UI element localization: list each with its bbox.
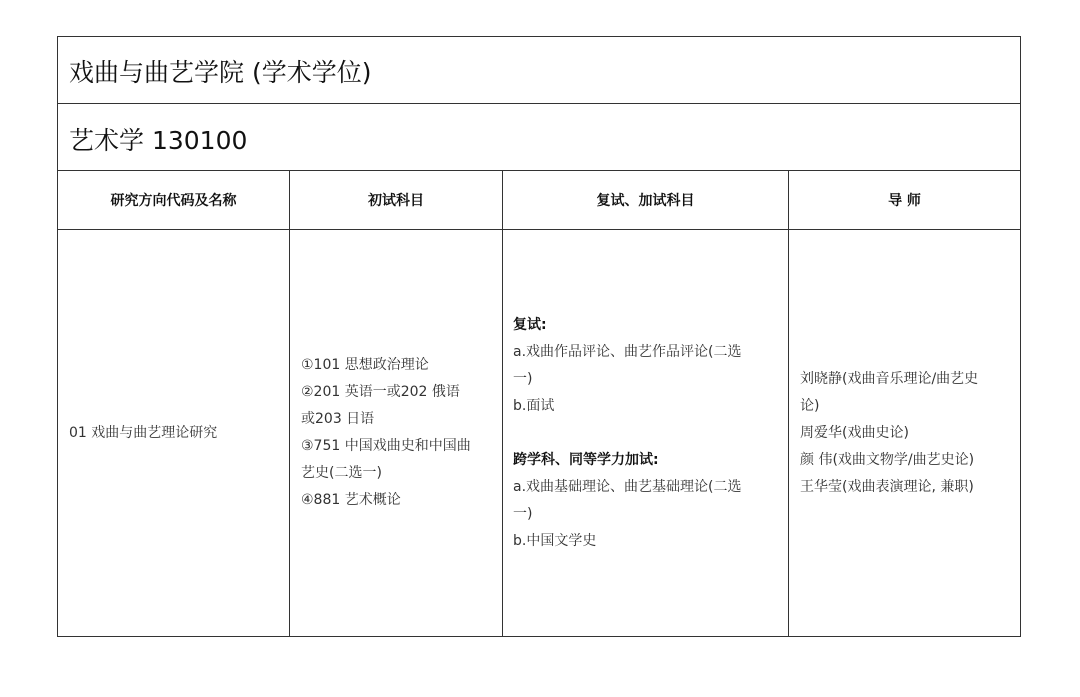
header-retest: 复试、加试科目 xyxy=(503,171,788,230)
subject-title: 艺术学 130100 xyxy=(69,126,248,155)
initial-exam-cell xyxy=(301,230,497,636)
header-direction: 研究方向代码及名称 xyxy=(58,171,289,230)
spacer xyxy=(513,420,783,447)
exam-line: 或203 日语 xyxy=(301,411,375,427)
retest-cell xyxy=(513,230,783,636)
column-divider xyxy=(502,171,503,636)
exam-line: ②201 英语一或202 俄语 xyxy=(301,384,460,400)
college-title-row xyxy=(58,37,1020,104)
extra-exam-line: a.戏曲基础理论、曲艺基础理论(二选 xyxy=(513,478,742,495)
supervisor-line: 颜 伟(戏曲文物学/曲艺史论) xyxy=(800,451,975,468)
column-divider xyxy=(788,171,789,636)
exam-line: ④881 艺术概论 xyxy=(301,492,401,508)
retest-line: b.面试 xyxy=(513,397,555,414)
exam-line: ③751 中国戏曲史和中国曲 xyxy=(301,438,471,454)
supervisor-line: 刘晓静(戏曲音乐理论/曲艺史 xyxy=(800,370,979,387)
retest-line: 一) xyxy=(513,370,533,387)
supervisor-line: 周爱华(戏曲史论) xyxy=(800,424,909,441)
college-title: 戏曲与曲艺学院 (学术学位) xyxy=(69,58,372,87)
column-divider xyxy=(289,171,290,636)
exam-line: ①101 思想政治理论 xyxy=(301,357,429,373)
retest-heading: 复试: xyxy=(513,316,547,333)
header-initial-exam: 初试科目 xyxy=(290,171,502,230)
supervisor-line: 论) xyxy=(800,397,820,414)
retest-line: a.戏曲作品评论、曲艺作品评论(二选 xyxy=(513,343,742,360)
exam-line: 艺史(二选一) xyxy=(301,465,382,481)
extra-exam-line: 一) xyxy=(513,505,533,522)
supervisor-line: 王华莹(戏曲表演理论, 兼职) xyxy=(800,478,974,495)
admission-table xyxy=(57,36,1021,637)
subject-row xyxy=(58,104,1020,171)
direction-cell xyxy=(69,230,284,636)
direction-name: 01 戏曲与曲艺理论研究 xyxy=(69,424,218,441)
extra-exam-line: b.中国文学史 xyxy=(513,532,597,549)
header-supervisor: 导 师 xyxy=(789,171,1020,230)
extra-exam-heading: 跨学科、同等学力加试: xyxy=(513,451,659,468)
supervisor-cell xyxy=(800,230,1016,636)
